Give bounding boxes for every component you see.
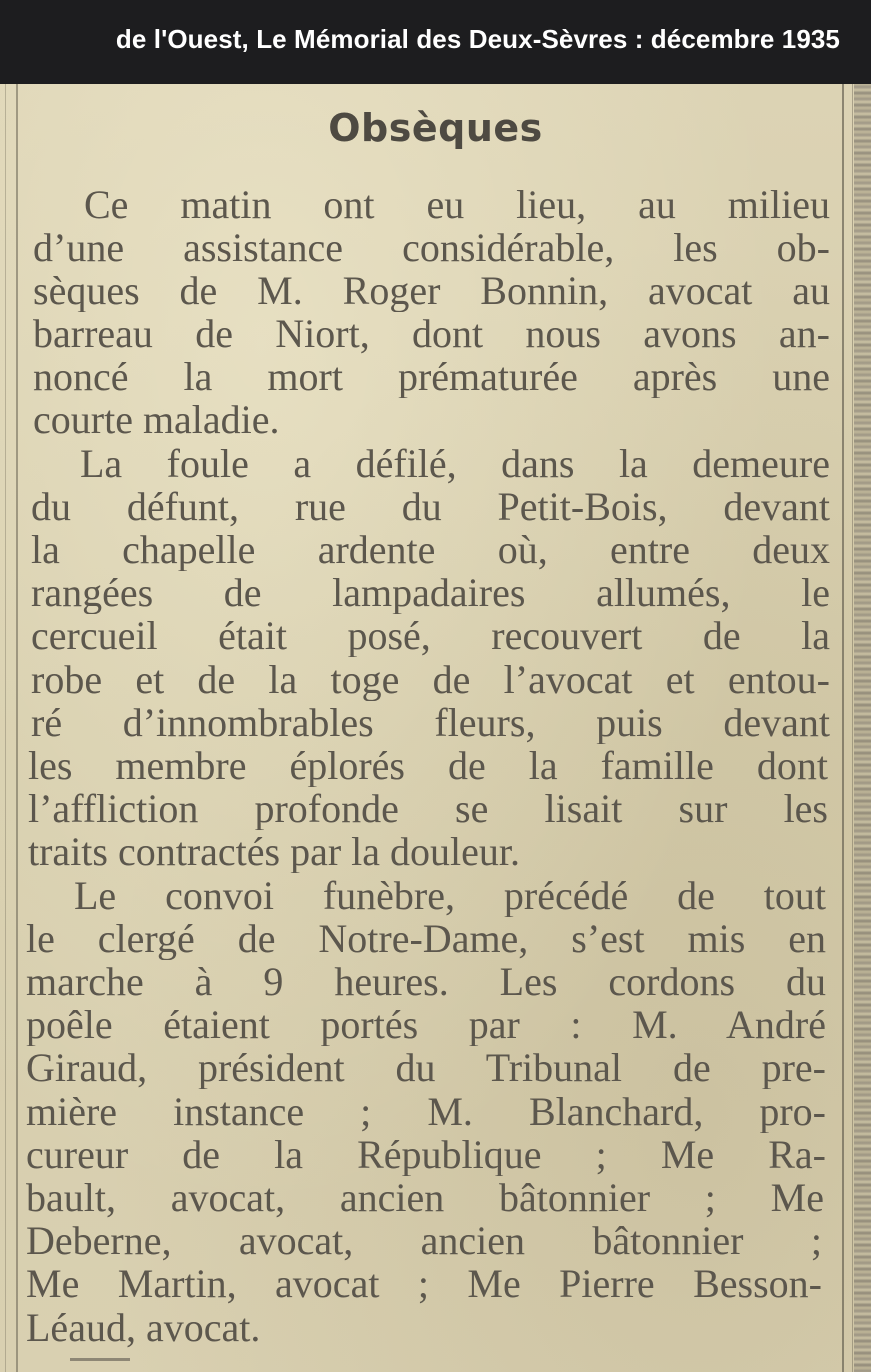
article-line: mière instance ; M. Blanchard, pro-	[26, 1090, 826, 1133]
article-line: La foule a défilé, dans la demeure	[80, 442, 830, 485]
article-line: Deberne, avocat, ancien bâtonnier ;	[26, 1219, 822, 1262]
column-rule-right	[842, 84, 844, 1372]
article-line: la chapelle ardente où, entre deux	[31, 528, 830, 571]
adjacent-column-edge	[854, 84, 871, 1372]
article-line: du défunt, rue du Petit-Bois, devant	[31, 485, 830, 528]
column-rule-left-outer	[5, 84, 6, 1372]
article-line: Me Martin, avocat ; Me Pierre Besson-	[26, 1262, 822, 1305]
article-headline: Obsèques	[328, 106, 543, 150]
article-line: Léaud, avocat.	[26, 1306, 261, 1349]
cropped-next-line	[70, 1352, 830, 1372]
column-rule-left	[16, 84, 18, 1372]
article-line: marche à 9 heures. Les cordons du	[26, 960, 826, 1003]
window-titlebar	[0, 0, 871, 84]
article-line: Ce matin ont eu lieu, au milieu	[84, 183, 830, 226]
article-line: sèques de M. Roger Bonnin, avocat au	[33, 269, 830, 312]
column-rule-right-outer	[852, 84, 853, 1372]
article-line: d’une assistance considérable, les ob-	[33, 226, 830, 269]
article-line: cercueil était posé, recouvert de la	[31, 614, 830, 657]
article-line: l’affliction profonde se lisait sur les	[28, 787, 828, 830]
article-line: Le convoi funèbre, précédé de tout	[74, 874, 826, 917]
article-line: Giraud, président du Tribunal de pre-	[26, 1046, 826, 1089]
article-line: ré d’innombrables fleurs, puis devant	[31, 701, 830, 744]
article-line: poêle étaient portés par : M. André	[26, 1003, 826, 1046]
article-line: robe et de la toge de l’avocat et entou-	[31, 658, 830, 701]
article-line: le clergé de Notre-Dame, s’est mis en	[26, 917, 826, 960]
article-line: barreau de Niort, dont nous avons an-	[33, 312, 830, 355]
article-line: traits contractés par la douleur.	[28, 830, 521, 873]
article-line: courte maladie.	[33, 398, 280, 441]
article-line: les membre éplorés de la famille dont	[28, 744, 828, 787]
window-title: de l'Ouest, Le Mémorial des Deux-Sèvres : décembre 1935	[115, 24, 840, 54]
article-line: cureur de la République ; Me Ra-	[26, 1133, 826, 1176]
newspaper-scan	[0, 84, 871, 1372]
article-line: rangées de lampadaires allumés, le	[31, 571, 830, 614]
article-line: bault, avocat, ancien bâtonnier ; Me	[26, 1176, 824, 1219]
article-line: noncé la mort prématurée après une	[33, 355, 830, 398]
